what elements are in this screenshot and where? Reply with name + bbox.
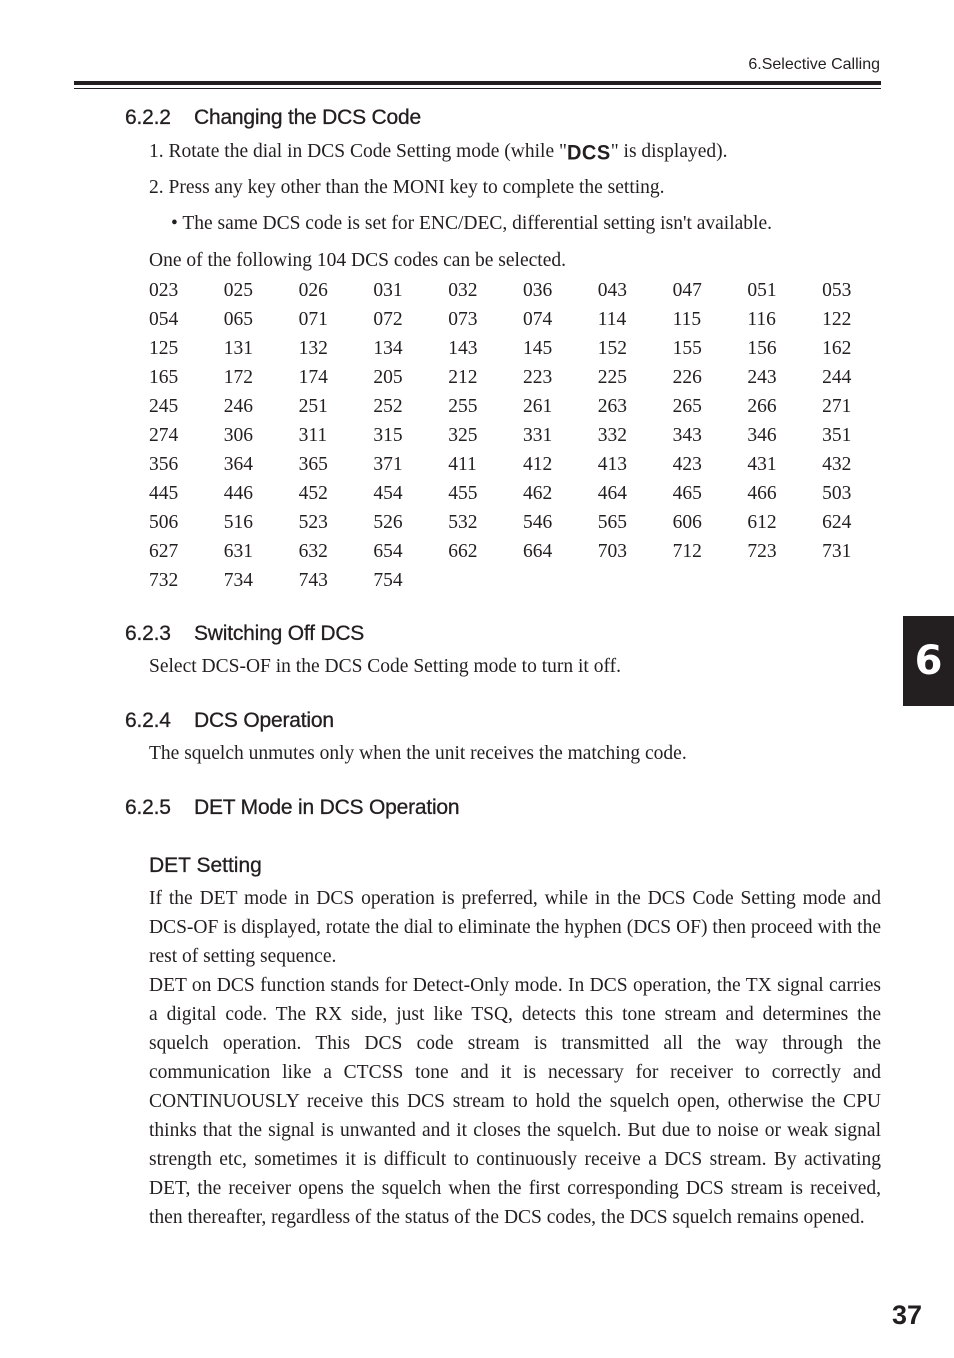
det-setting-paragraph-1: If the DET mode in DCS operation is preferred, while in the DCS Code Setting mode and DCS-OF is displayed, rotate the dial to eliminate the hyphen (DCS OF) then proceed with the rest of setting sequence. [149, 888, 881, 967]
dcs-code: 306 [223, 425, 254, 446]
dcs-code: 506 [149, 512, 179, 533]
dcs-code: 245 [149, 396, 179, 417]
dcs-code: 145 [522, 338, 553, 359]
dcs-code: 115 [672, 309, 702, 330]
dcs-code: 225 [597, 367, 628, 388]
dcs-code: 523 [298, 512, 328, 533]
dcs-code: 134 [373, 338, 403, 359]
dcs-code: 156 [747, 338, 777, 359]
dcs-code: 565 [597, 512, 628, 533]
dcs-operation-text: The squelch unmutes only when the unit receives the matching code. [149, 743, 687, 764]
dcs-code: 244 [822, 367, 852, 388]
dcs-code: 246 [223, 396, 254, 417]
dcs-code: 423 [672, 454, 702, 475]
dcs-code: 122 [822, 309, 852, 330]
dcs-code: 031 [373, 280, 403, 301]
dcs-code: 071 [298, 309, 328, 330]
det-setting-subheading: DET Setting [149, 854, 262, 877]
dcs-code: 116 [747, 309, 776, 330]
dcs-code: 664 [522, 541, 553, 562]
det-setting-paragraph-2: DET on DCS function stands for Detect-Only mode. In DCS operation, the TX signal carries a digital code. The RX side, just like TSQ, detects this tone stream and determines the squelch operation. This DCS code stream is transmitted all the way through the communication like a CTCSS tone and it is necessary for receiver to correctly and CONTINUOUSLY receive this DCS stream to hold the squelch open, otherwise the CPU thinks that the signal is unwanted and it closes the squelch. But due to noise or weak signal strength etc, sometimes it is difficult to continuously receive a DCS stream. By activating DET, the receiver opens the squelch when the first corresponding DCS stream is received, then thereafter, regardless of the status of the DCS codes, the DCS squelch remains opened. [149, 975, 881, 1228]
dcs-code: 503 [822, 483, 852, 504]
dcs-code: 252 [373, 396, 403, 417]
heading-6-2-4 [125, 709, 334, 733]
heading-6-2-5 [125, 796, 459, 820]
step-1 [149, 139, 728, 164]
dcs-code: 125 [149, 338, 179, 359]
dcs-code: 712 [672, 541, 702, 562]
dcs-code: 073 [448, 309, 478, 330]
heading-number: 6.2.2 [125, 106, 171, 129]
dcs-code: 371 [373, 454, 403, 475]
heading-title: DCS Operation [194, 709, 334, 732]
chapter-tab: 6 [903, 616, 954, 706]
dcs-code: 065 [223, 309, 254, 330]
dcs-code: 627 [149, 541, 179, 562]
dcs-code: 311 [298, 425, 328, 446]
dcs-code: 452 [298, 483, 328, 504]
heading-title: Switching Off DCS [194, 622, 365, 645]
dcs-code: 026 [298, 280, 328, 301]
heading-number: 6.2.4 [125, 709, 171, 732]
dcs-code: 212 [448, 367, 478, 388]
dcs-code: 261 [522, 396, 553, 417]
running-header: 6.Selective Calling [748, 56, 880, 73]
header-rule-thin [74, 88, 881, 89]
dcs-code: 265 [672, 396, 702, 417]
dcs-code: 703 [597, 541, 628, 562]
dcs-code: 251 [298, 396, 328, 417]
dcs-code-table [149, 276, 897, 595]
dcs-code: 132 [298, 338, 328, 359]
dcs-code: 243 [747, 367, 777, 388]
dcs-code: 632 [298, 541, 328, 562]
switching-off-text: Select DCS-OF in the DCS Code Setting mode to turn it off. [149, 656, 621, 677]
dcs-code: 743 [298, 570, 328, 591]
dcs-code: 155 [672, 338, 702, 359]
dcs-code: 047 [672, 280, 702, 301]
dcs-code: 074 [522, 309, 553, 330]
dcs-code: 516 [223, 512, 254, 533]
dcs-code: 023 [149, 280, 179, 301]
dcs-code: 274 [149, 425, 179, 446]
dcs-code: 131 [223, 338, 254, 359]
dcs-code: 356 [149, 454, 179, 475]
dcs-code: 332 [597, 425, 628, 446]
dcs-code: 455 [448, 483, 478, 504]
step-1-text-before: 1. Rotate the dial in DCS Code Setting mode (while " [149, 141, 567, 162]
dcs-code: 325 [448, 425, 478, 446]
dcs-code: 411 [448, 454, 477, 475]
dcs-code: 271 [822, 396, 852, 417]
dcs-code: 462 [522, 483, 553, 504]
dcs-code: 606 [672, 512, 702, 533]
dcs-code: 054 [149, 309, 179, 330]
dcs-code: 532 [448, 512, 478, 533]
heading-6-2-3 [125, 622, 364, 646]
heading-number: 6.2.5 [125, 796, 171, 819]
dcs-code: 143 [448, 338, 478, 359]
dcs-code: 114 [597, 309, 627, 330]
dcs-code: 365 [298, 454, 328, 475]
dcs-code: 446 [223, 483, 254, 504]
dcs-code: 223 [522, 367, 553, 388]
dcs-code: 734 [223, 570, 254, 591]
dcs-code: 036 [522, 280, 553, 301]
dcs-code: 723 [747, 541, 777, 562]
dcs-code: 466 [747, 483, 777, 504]
dcs-code: 263 [597, 396, 628, 417]
dcs-code: 172 [223, 367, 254, 388]
dcs-code: 025 [223, 280, 254, 301]
dcs-code: 731 [822, 541, 852, 562]
dcs-code: 413 [597, 454, 628, 475]
dcs-code: 072 [373, 309, 403, 330]
dcs-code: 032 [448, 280, 478, 301]
heading-6-2-2 [125, 106, 421, 130]
dcs-code: 464 [597, 483, 628, 504]
dcs-code: 162 [822, 338, 852, 359]
dcs-code: 255 [448, 396, 478, 417]
dcs-code: 732 [149, 570, 179, 591]
dcs-code: 631 [223, 541, 254, 562]
dcs-code: 624 [822, 512, 852, 533]
dcs-code: 526 [373, 512, 403, 533]
dcs-code: 205 [373, 367, 403, 388]
dcs-code: 343 [672, 425, 702, 446]
dcs-lcd-indicator: DCS [566, 141, 611, 165]
dcs-code: 315 [373, 425, 403, 446]
dcs-code: 546 [522, 512, 553, 533]
note-bullet: • The same DCS code is set for ENC/DEC, differential setting isn't available. [171, 213, 772, 234]
dcs-code: 346 [747, 425, 777, 446]
dcs-code: 465 [672, 483, 702, 504]
step-2: 2. Press any key other than the MONI key to complete the setting. [149, 177, 665, 198]
dcs-code: 454 [373, 483, 403, 504]
dcs-code: 432 [822, 454, 852, 475]
dcs-code: 226 [672, 367, 702, 388]
dcs-code: 266 [747, 396, 777, 417]
dcs-code: 165 [149, 367, 179, 388]
dcs-code: 174 [298, 367, 328, 388]
heading-number: 6.2.3 [125, 622, 171, 645]
dcs-code: 662 [448, 541, 478, 562]
dcs-code: 612 [747, 512, 777, 533]
dcs-code: 445 [149, 483, 179, 504]
step-1-text-after: " is displayed). [610, 141, 728, 162]
codes-intro: One of the following 104 DCS codes can be selected. [149, 250, 566, 271]
dcs-code: 364 [223, 454, 254, 475]
header-rule-thick [74, 81, 881, 85]
heading-title: DET Mode in DCS Operation [194, 796, 460, 819]
dcs-code: 051 [747, 280, 777, 301]
heading-title: Changing the DCS Code [194, 106, 421, 129]
page-number: 37 [891, 1300, 922, 1330]
dcs-code: 754 [373, 570, 403, 591]
dcs-code: 654 [373, 541, 403, 562]
dcs-code: 053 [822, 280, 852, 301]
dcs-code: 412 [522, 454, 553, 475]
dcs-code: 043 [597, 280, 628, 301]
dcs-code: 431 [747, 454, 777, 475]
dcs-code: 152 [597, 338, 628, 359]
dcs-code: 331 [522, 425, 553, 446]
dcs-code: 351 [822, 425, 852, 446]
